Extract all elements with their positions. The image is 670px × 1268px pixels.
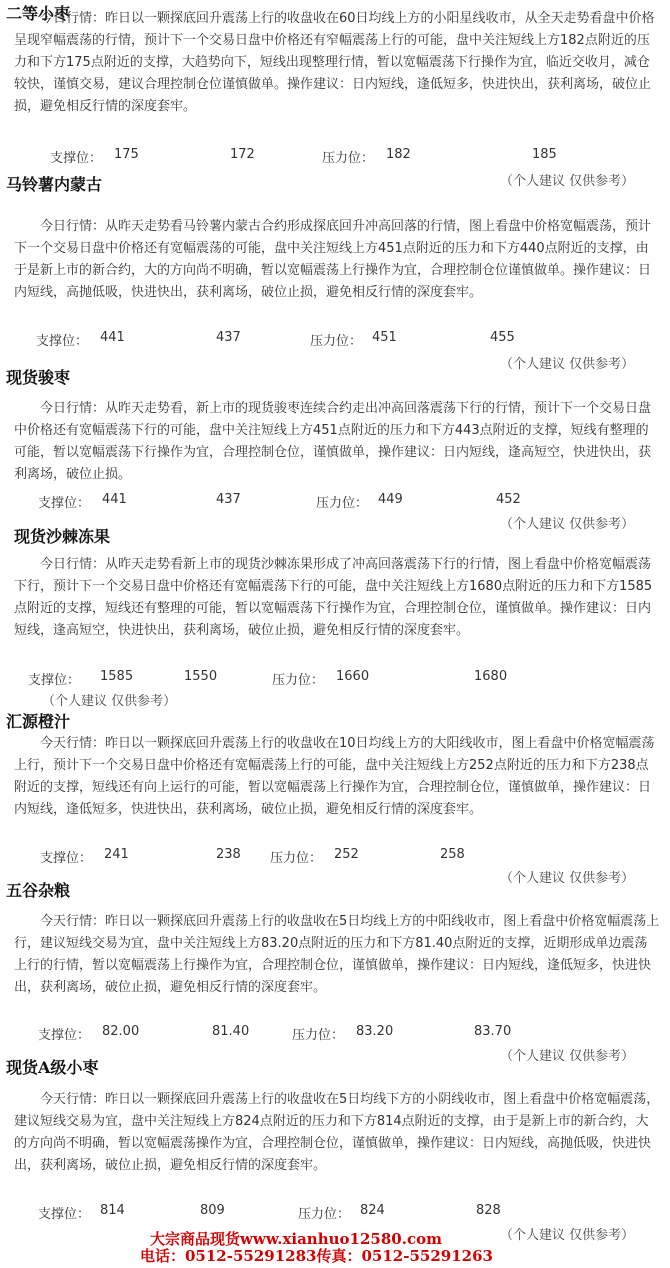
support-value: 441	[102, 492, 127, 507]
price-levels	[0, 1024, 670, 1042]
footer-contact: 电话：0512-55291283传真：0512-55291263	[140, 1247, 493, 1265]
resistance-value: 182	[386, 147, 411, 162]
resistance-label: 压力位：	[270, 851, 323, 866]
resistance-value: 452	[496, 492, 521, 507]
price-levels	[0, 669, 670, 687]
price-levels	[0, 147, 670, 165]
support-value: 175	[114, 147, 139, 162]
section-title: 二等小枣	[6, 4, 71, 23]
support-value: 1550	[184, 669, 218, 684]
section-body: 今天行情：昨日以一颗探底回升震荡上行的收盘收在10日均线上方的大阳线收市，图上看盘中价格宽幅震荡上行，预计下一个交易日盘中价格还有宽幅震荡上行的可能，盘中关注短线上方252点附近的压力和下方238点附近的支撑，短线还有向上运行的可能，暂以宽幅震荡上行操作为宜，合理控制仓位，谨慎做单，操作建议：日内短线，逢低短多，快进快出，获利离场，破位止损，避免相反行情的深度套牢。	[14, 736, 655, 817]
resistance-value: 83.20	[356, 1024, 394, 1039]
price-levels	[0, 492, 670, 510]
support-label: 支撑位：	[38, 1028, 91, 1043]
disclaimer-note: （个人建议 仅供参考）	[500, 871, 635, 886]
resistance-label: 压力位：	[310, 334, 363, 349]
section-title: 现货沙棘冻果	[14, 527, 111, 546]
price-levels	[0, 330, 670, 348]
resistance-label: 压力位：	[322, 151, 375, 166]
support-label: 支撑位：	[28, 673, 81, 688]
resistance-value: 185	[532, 147, 557, 162]
disclaimer-note: （个人建议 仅供参考）	[500, 1228, 635, 1243]
resistance-value: 451	[372, 330, 397, 345]
resistance-label: 压力位：	[292, 1028, 345, 1043]
support-value: 437	[216, 330, 241, 345]
support-value: 814	[100, 1203, 125, 1218]
disclaimer-note: （个人建议 仅供参考）	[500, 517, 635, 532]
section-body: 今日行情：从昨天走势看新上市的现货沙棘冻果形成了冲高回落震荡下行的行情，图上看盘中价格宽幅震荡下行，预计下一个交易日盘中价格还有宽幅震荡下行的可能，盘中关注短线上方1680点附近的压力和下方1585点附近的支撑，短线还有整理的可能，暂以宽幅震荡下行操作为宜，合理控制仓位，谨慎做单。操作建议：日内短线，逢高短空，快进快出，获利离场，破位止损，避免相反行情的深度套牢。	[14, 557, 653, 638]
disclaimer-note: （个人建议 仅供参考）	[500, 1049, 635, 1064]
disclaimer-note: （个人建议 仅供参考）	[500, 174, 635, 189]
section-body: 今天行情：昨日以一颗探底回升震荡上行的收盘收在5日均线上方的中阳线收市，图上看盘中价格宽幅震荡上行，建议短线交易为宜，盘中关注短线上方83.20点附近的压力和下方81.40点附近的支撑，近期形成单边震荡上行的行情，暂以宽幅震荡上行操作为宜，合理控制仓位，谨慎做单，操作建议：日内短线，逢低短多，快进快出，获利离场，破位止损，避免相反行情的深度套牢。	[14, 914, 660, 995]
support-value: 238	[216, 847, 241, 862]
resistance-label: 压力位：	[298, 1207, 351, 1222]
resistance-value: 83.70	[474, 1024, 512, 1039]
footer-website: 大宗商品现货www.xianhuo12580.com	[150, 1230, 442, 1248]
section-body: 今日行情：昨日以一颗探底回升震荡上行的收盘收在60日均线上方的小阳星线收市，从全天走势看盘中价格呈现窄幅震荡的行情，预计下一个交易日盘中价格还有窄幅震荡上行的可能，盘中关注短线上方182点附近的压力和下方175点附近的支撑，大趋势向下，短线出现整理行情，暂以宽幅震荡下行操作为宜，临近交收月，减仓较快，谨慎交易，建议合理控制仓位谨慎做单。操作建议：日内短线，逢低短多，快进快出，获利离场，破位止损，避免相反行情的深度套牢。	[14, 11, 655, 114]
support-label: 支撑位：	[36, 334, 89, 349]
support-value: 81.40	[212, 1024, 250, 1039]
support-value: 1585	[100, 669, 134, 684]
resistance-value: 824	[360, 1203, 385, 1218]
resistance-value: 449	[378, 492, 403, 507]
resistance-value: 252	[334, 847, 359, 862]
resistance-value: 828	[476, 1203, 501, 1218]
section-body: 今日行情：从昨天走势看，新上市的现货骏枣连续合约走出冲高回落震荡下行的行情，预计下一个交易日盘中价格还有宽幅震荡下行的可能，盘中关注短线上方451点附近的压力和下方443点附近的支撑，短线有整理的可能，暂以宽幅震荡下行操作为宜，合理控制仓位，谨慎做单，操作建议：日内短线，逢高短空，快进快出，获利离场，破位止损。	[14, 401, 652, 482]
support-value: 437	[216, 492, 241, 507]
disclaimer-note: （个人建议 仅供参考）	[500, 357, 635, 372]
support-label: 支撑位：	[50, 151, 103, 166]
resistance-label: 压力位：	[316, 496, 369, 511]
support-label: 支撑位：	[38, 496, 91, 511]
price-levels	[0, 1203, 670, 1221]
section-title: 汇源橙汁	[6, 712, 71, 731]
support-label: 支撑位：	[40, 851, 93, 866]
resistance-value: 1660	[336, 669, 370, 684]
support-value: 172	[230, 147, 255, 162]
resistance-value: 455	[490, 330, 515, 345]
disclaimer-note: （个人建议 仅供参考）	[42, 694, 177, 709]
support-value: 82.00	[102, 1024, 140, 1039]
section-body: 今日行情：从昨天走势看马铃薯内蒙古合约形成探底回升冲高回落的行情，图上看盘中价格宽幅震荡，预计下一个交易日盘中价格还有宽幅震荡的可能，盘中关注短线上方451点附近的压力和下方440点附近的支撑，由于是新上市的新合约，大的方向尚不明确，暂以宽幅震荡上行操作为宜，合理控制仓位谨慎做单。操作建议：日内短线，高抛低吸，快进快出，获利离场，破位止损，避免相反行情的深度套牢。	[14, 219, 652, 300]
support-value: 441	[100, 330, 125, 345]
section-title: 五谷杂粮	[6, 881, 71, 900]
resistance-value: 258	[440, 847, 465, 862]
section-title: 马铃薯内蒙古	[6, 175, 103, 194]
support-value: 241	[104, 847, 129, 862]
resistance-value: 1680	[474, 669, 508, 684]
section-title: 现货A级小枣	[6, 1058, 99, 1077]
support-label: 支撑位：	[38, 1207, 91, 1222]
support-value: 809	[200, 1203, 225, 1218]
resistance-label: 压力位：	[272, 673, 325, 688]
section-body: 今天行情：昨日以一颗探底回升震荡上行的收盘收在5日均线下方的小阴线收市，图上看盘中价格宽幅震荡，建议短线交易为宜，盘中关注短线上方824点附近的压力和下方814点附近的支撑，由于是新上市的新合约，大的方向尚不明确，暂以宽幅震荡操作为宜，合理控制仓位，谨慎做单，操作建议：日内短线，高抛低吸，快进快出，获利离场，破位止损，避免相反行情的深度套牢。	[14, 1092, 660, 1173]
section-title: 现货骏枣	[6, 368, 71, 387]
price-levels	[0, 847, 670, 865]
